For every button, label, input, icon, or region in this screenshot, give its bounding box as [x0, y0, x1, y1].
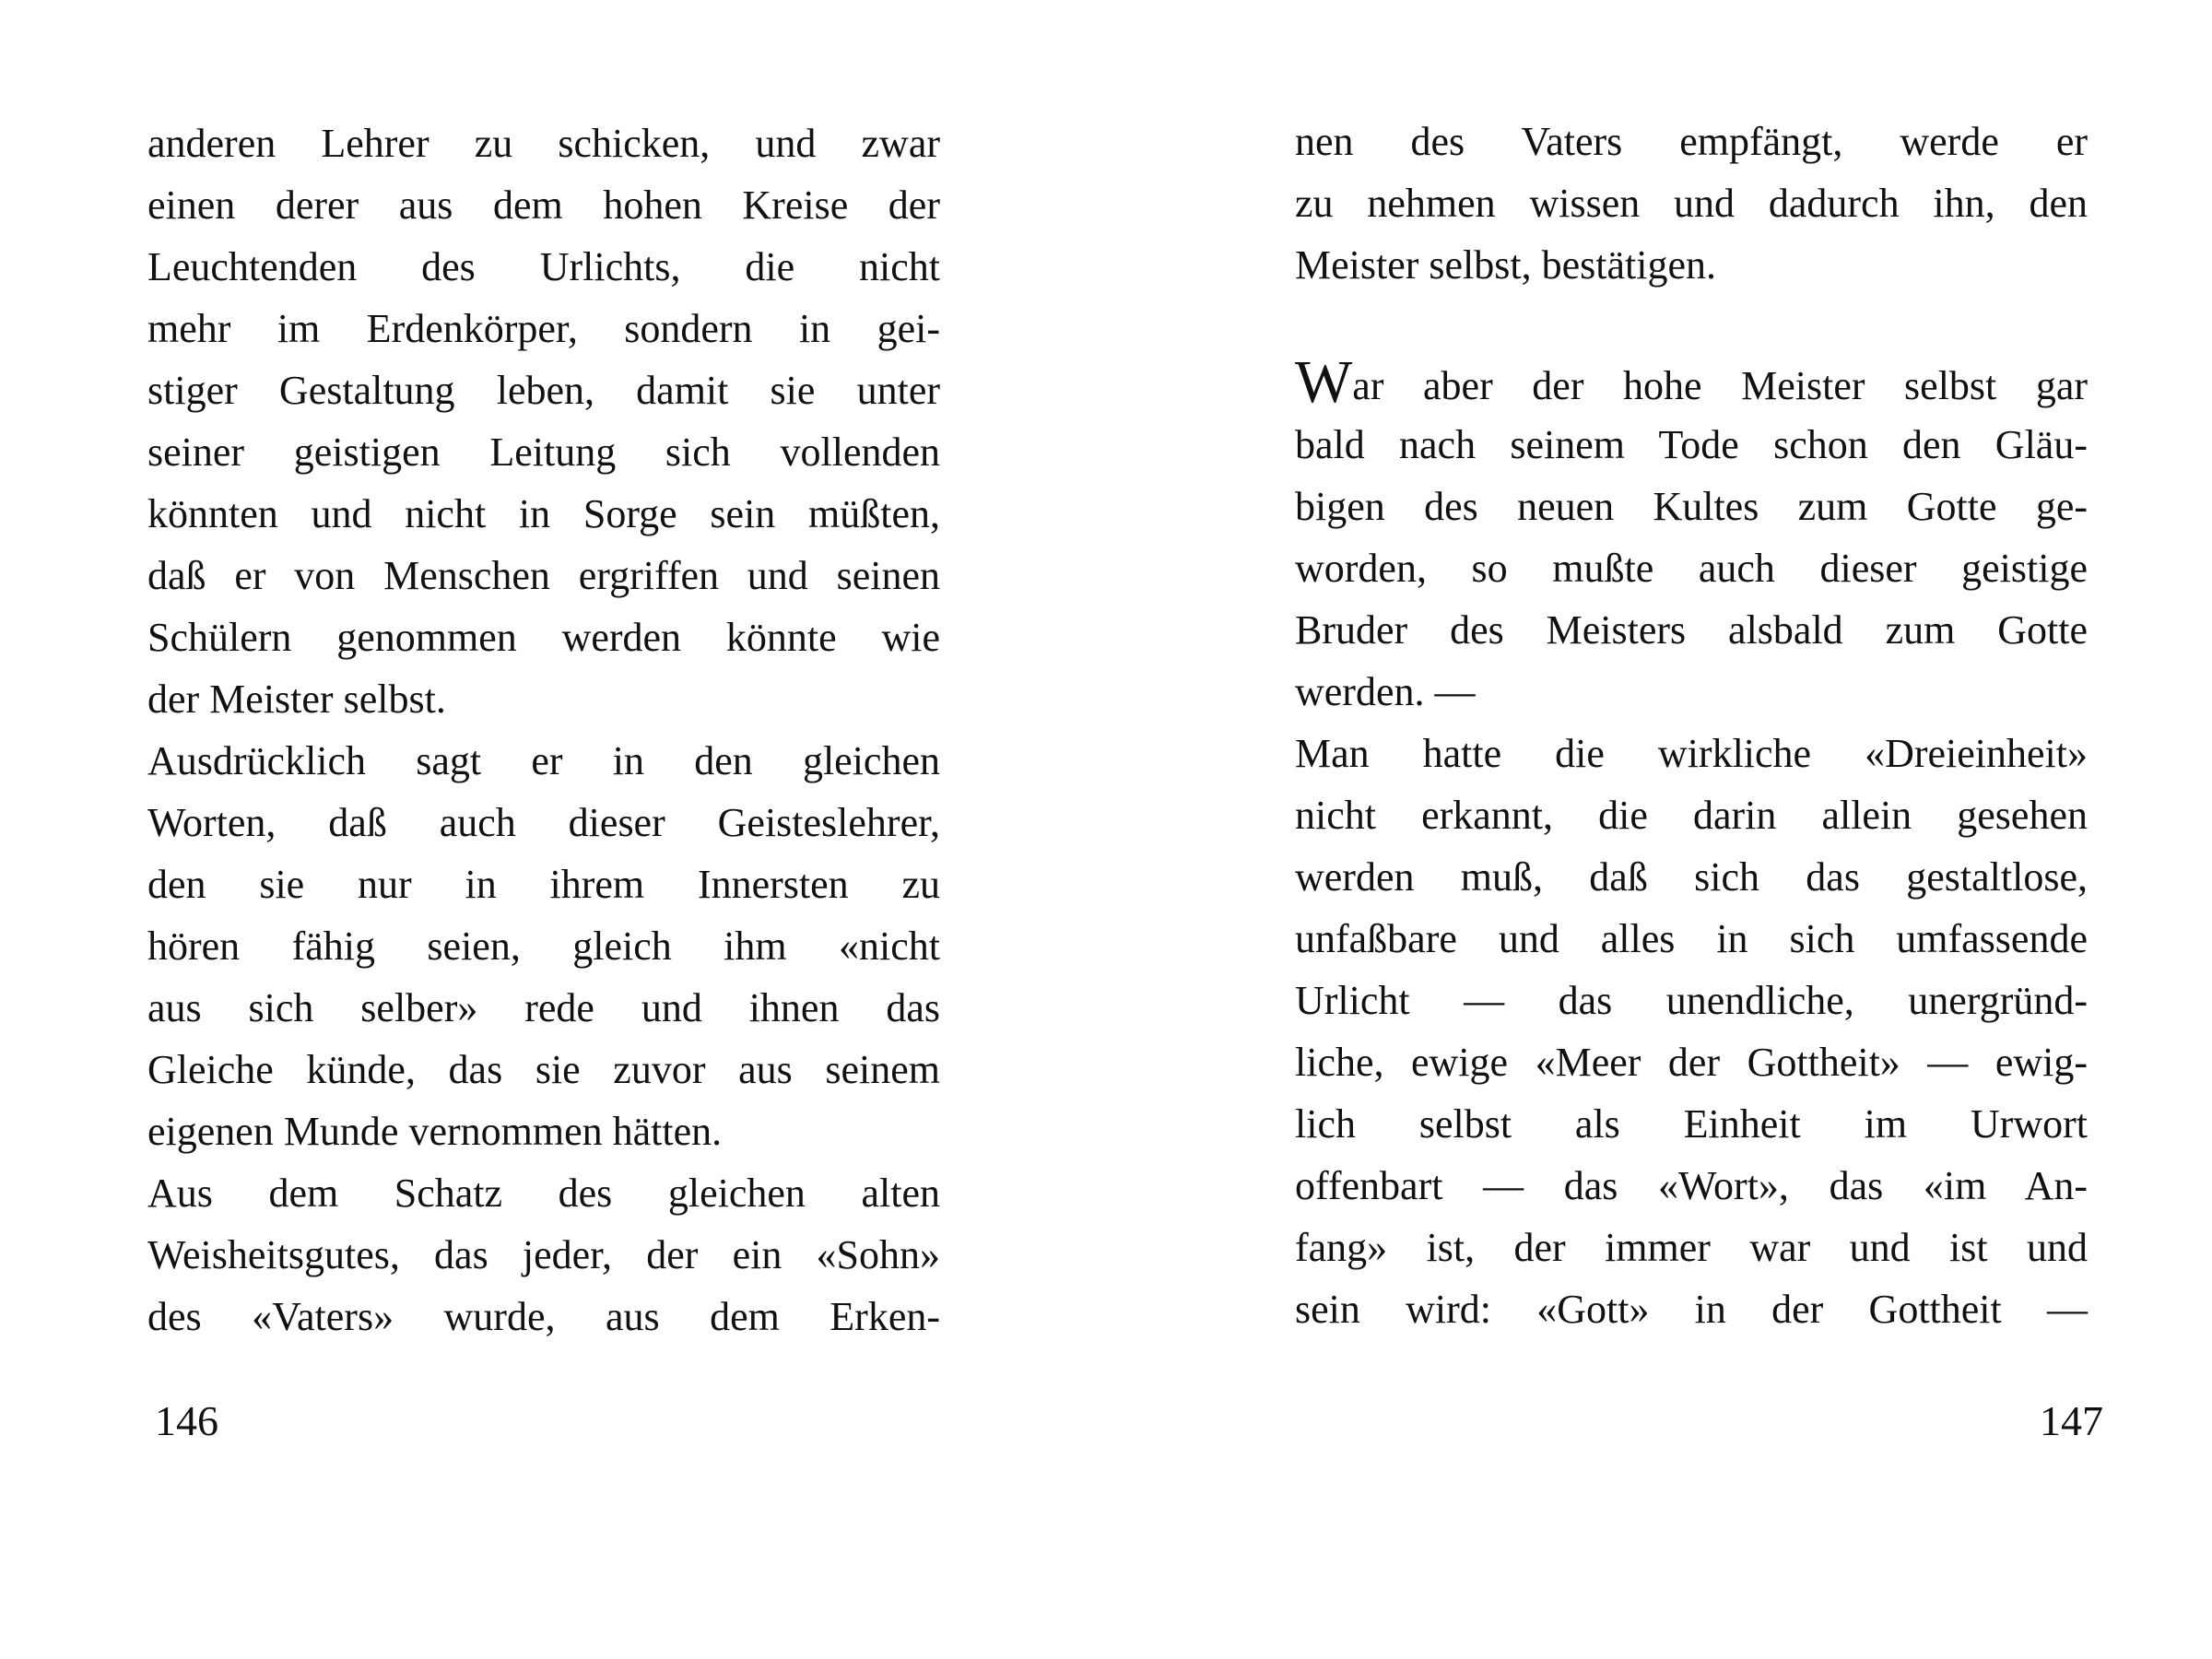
text-line: liche, ewige «Meer der Gottheit» — ewig- — [1295, 1040, 2088, 1085]
text-line: lich selbst als Einheit im Urwort — [1295, 1101, 2088, 1147]
text-line: mehr im Erdenkörper, sondern in gei- — [147, 306, 940, 351]
text-line: Weisheitsgutes, das jeder, der ein «Sohn» — [147, 1232, 940, 1277]
first-paragraph-line — [1295, 348, 2088, 416]
text-line: Bruder des Meisters alsbald zum Gotte — [1295, 607, 2088, 653]
left-text-block — [147, 112, 940, 1347]
text-line: könnten und nicht in Sorge sein müßten, — [147, 491, 940, 536]
dropcap-letter: W — [1295, 348, 1353, 416]
text-line: Urlicht — das unendliche, unergründ- — [1295, 978, 2088, 1023]
text-line: nicht erkannt, die darin allein gesehen — [1295, 793, 2088, 838]
text-line: Worten, daß auch dieser Geisteslehrer, — [147, 800, 940, 845]
text-line: einen derer aus dem hohen Kreise der — [147, 182, 940, 228]
right-text-block-top — [1295, 111, 2088, 296]
text-line: aus sich selber» rede und ihnen das — [147, 985, 940, 1030]
text-line: den sie nur in ihrem Innersten zu — [147, 862, 940, 907]
text-line: Gleiche künde, das sie zuvor aus seinem — [147, 1047, 940, 1092]
text-line: anderen Lehrer zu schicken, und zwar — [147, 121, 940, 166]
text-line: der Meister selbst. — [147, 677, 446, 722]
text-line: zu nehmen wissen und dadurch ihn, den — [1295, 181, 2088, 226]
right-page — [1106, 0, 2212, 1659]
text-line: eigenen Munde vernommen hätten. — [147, 1109, 723, 1154]
text-line: werden. — — [1295, 669, 1476, 714]
text-line: offenbart — das «Wort», das «im An- — [1295, 1163, 2088, 1208]
text-line: des «Vaters» wurde, aus dem Erken- — [147, 1294, 940, 1339]
text-line: Ausdrücklich sagt er in den gleichen — [147, 738, 940, 783]
text-line: Man hatte die wirkliche «Dreieinheit» — [1295, 731, 2088, 776]
page-number-left: 146 — [155, 1397, 218, 1444]
text-line: unfaßbare und alles in sich umfassende — [1295, 916, 2088, 961]
text-line: nen des Vaters empfängt, werde er — [1295, 119, 2088, 164]
text-line: Aus dem Schatz des gleichen alten — [147, 1171, 940, 1216]
text-line: bigen des neuen Kultes zum Gotte ge- — [1295, 484, 2088, 529]
page-number-right: 147 — [2040, 1397, 2103, 1444]
right-text-block-main — [1295, 348, 2088, 1340]
text-line: Schülern genommen werden könnte wie — [147, 615, 940, 660]
text-line: stiger Gestaltung leben, damit sie unter — [147, 368, 940, 413]
text-line: Meister selbst, bestätigen. — [1295, 242, 1717, 288]
text-line: bald nach seinem Tode schon den Gläu- — [1295, 422, 2088, 467]
text-line: daß er von Menschen ergriffen und seinen — [147, 553, 940, 598]
first-line-text: ar aber der hohe Meister selbst gar — [1352, 363, 2088, 408]
text-line: seiner geistigen Leitung sich vollenden — [147, 429, 940, 475]
text-line: Leuchtenden des Urlichts, die nicht — [147, 244, 940, 289]
text-line: sein wird: «Gott» in der Gottheit — — [1295, 1287, 2088, 1332]
text-line: hören fähig seien, gleich ihm «nicht — [147, 924, 940, 969]
text-line: worden, so mußte auch dieser geistige — [1295, 546, 2088, 591]
text-line: werden muß, daß sich das gestaltlose, — [1295, 854, 2088, 900]
text-line: fang» ist, der immer war und ist und — [1295, 1225, 2088, 1270]
